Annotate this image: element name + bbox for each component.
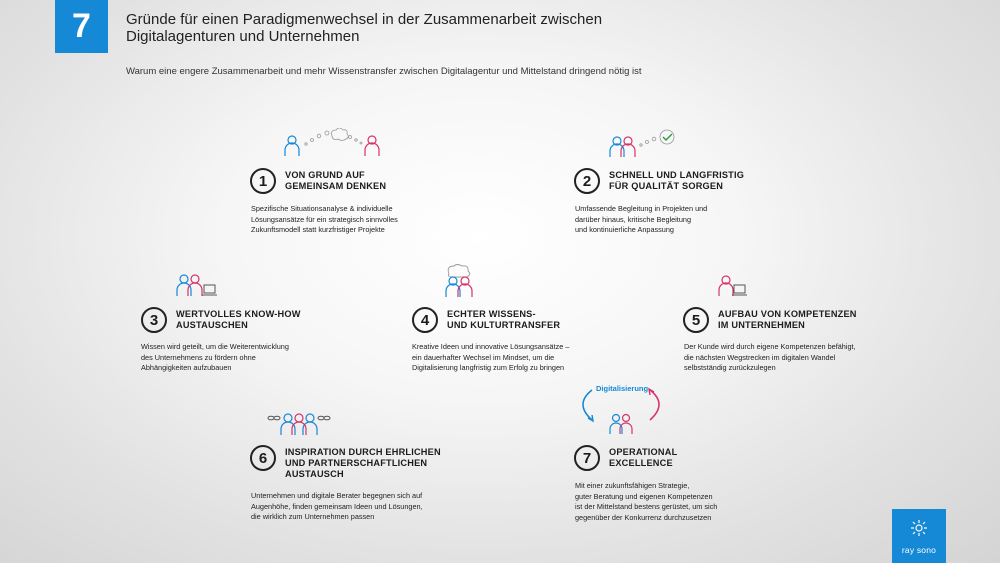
heading-line: WERTVOLLES KNOW-HOW	[176, 309, 301, 319]
reason-5-body	[684, 342, 856, 374]
heading-line: FÜR QUALITÄT SORGEN	[609, 181, 724, 191]
header-badge: 7	[55, 0, 108, 53]
body-line: guter Beratung und eigenen Kompetenzen	[575, 491, 713, 501]
ray-sono-logo	[892, 509, 946, 563]
digitalisierung-label: Digitalisierung	[596, 384, 649, 393]
reason-6-body	[251, 491, 423, 523]
number-badge-6: 6	[250, 445, 276, 471]
reason-4-body	[412, 342, 569, 374]
body-line: ist der Mittelstand bestens gerüstet, um sich	[575, 502, 718, 511]
page-title	[126, 11, 686, 45]
logo-text: ray sono	[901, 545, 937, 555]
body-line: Wissen wird geteilt, um die Weiterentwicklung	[141, 342, 289, 351]
body-line: gegenüber der Konkurrenz durchzusetzen	[575, 512, 712, 522]
two-people-thought-bubble-icon	[282, 128, 382, 160]
heading-line: ECHTER WISSENS-	[447, 309, 536, 319]
body-line: Spezifische Situationsanalyse & individuelle	[251, 204, 393, 213]
body-line: darüber hinaus, kritische Begleitung	[575, 214, 692, 224]
body-line: Zukunftsmodell statt kurzfristiger Projekte	[251, 225, 385, 234]
number-badge-1: 1	[250, 168, 276, 194]
page-subtitle: Warum eine engere Zusammenarbeit und mehr Wissenstransfer zwischen Digitalagentur und Mittelstand dringend nötig ist	[126, 66, 642, 77]
title-line-2: Digitalagenturen und Unternehmen	[126, 28, 360, 45]
body-line: des Unternehmens zu fördern ohne	[141, 352, 256, 362]
body-line: Umfassende Begleitung in Projekten und	[575, 204, 708, 213]
heading-line: AUFBAU VON KOMPETENZEN	[718, 309, 857, 319]
heading-line: VON GRUND AUF	[285, 170, 365, 180]
people-chain-icon	[266, 410, 332, 436]
people-checkmark-icon	[608, 128, 678, 160]
number-badge-4: 4	[412, 307, 438, 333]
body-line: Mit einer zukunftsfähigen Strategie,	[575, 481, 690, 490]
heading-line: AUSTAUSCH	[285, 469, 344, 479]
reason-1-body	[251, 204, 398, 236]
heading-line: GEMEINSAM DENKEN	[285, 181, 387, 191]
reason-7-heading	[609, 447, 677, 469]
reason-6-heading	[285, 447, 441, 480]
reason-4-heading	[447, 309, 560, 331]
body-line: Abhängigkeiten aufzubauen	[141, 363, 232, 372]
number-badge-3: 3	[141, 307, 167, 333]
people-cloud-icon	[444, 264, 474, 298]
heading-line: OPERATIONAL	[609, 447, 678, 457]
person-laptop-icon	[718, 272, 748, 298]
people-laptop-icon	[176, 270, 218, 298]
body-line: die nächsten Wegstrecken im digitalen Wandel	[684, 352, 836, 362]
reason-5-heading	[718, 309, 857, 331]
heading-line: UND PARTNERSCHAFTLICHEN	[285, 458, 428, 468]
number-badge-7: 7	[574, 445, 600, 471]
body-line: selbstständig zurückzulegen	[684, 363, 776, 372]
reason-7-body	[575, 481, 717, 523]
heading-line: SCHNELL UND LANGFRISTIG	[609, 170, 745, 180]
reason-1-heading	[285, 170, 386, 192]
title-line-1: Gründe für einen Paradigmenwechsel in der Zusammenarbeit zwischen	[126, 11, 603, 28]
body-line: Digitalisierung langfristig zum Erfolg zu bringen	[412, 363, 565, 372]
body-line: und kontinuierliche Anpassung	[575, 225, 674, 234]
number-badge-2: 2	[574, 168, 600, 194]
reason-3-heading	[176, 309, 301, 331]
body-line: Der Kunde wird durch eigene Kompetenzen befähigt,	[684, 342, 856, 351]
body-line: Unternehmen und digitale Berater begegnen sich auf	[251, 491, 423, 500]
heading-line: AUSTAUSCHEN	[176, 320, 248, 330]
body-line: ein dauerhafter Wechsel im Mindset, um die	[412, 352, 555, 362]
heading-line: IM UNTERNEHMEN	[718, 320, 806, 330]
ray-sono-logo-icon	[909, 518, 929, 538]
heading-line: UND KULTURTRANSFER	[447, 320, 561, 330]
reason-2-heading	[609, 170, 744, 192]
reason-3-body	[141, 342, 289, 374]
heading-line: INSPIRATION DURCH EHRLICHEN	[285, 447, 441, 457]
body-line: Augenhöhe, finden gemeinsam Ideen und Lösungen,	[251, 501, 423, 511]
body-line: Kreative Ideen und innovative Lösungsansätze –	[412, 342, 570, 351]
body-line: die wirklich zum Unternehmen passen	[251, 512, 375, 521]
number-badge-5: 5	[683, 307, 709, 333]
reason-2-body	[575, 204, 707, 236]
heading-line: EXCELLENCE	[609, 458, 673, 468]
body-line: Lösungsansätze für ein strategisch sinnvolles	[251, 214, 398, 224]
